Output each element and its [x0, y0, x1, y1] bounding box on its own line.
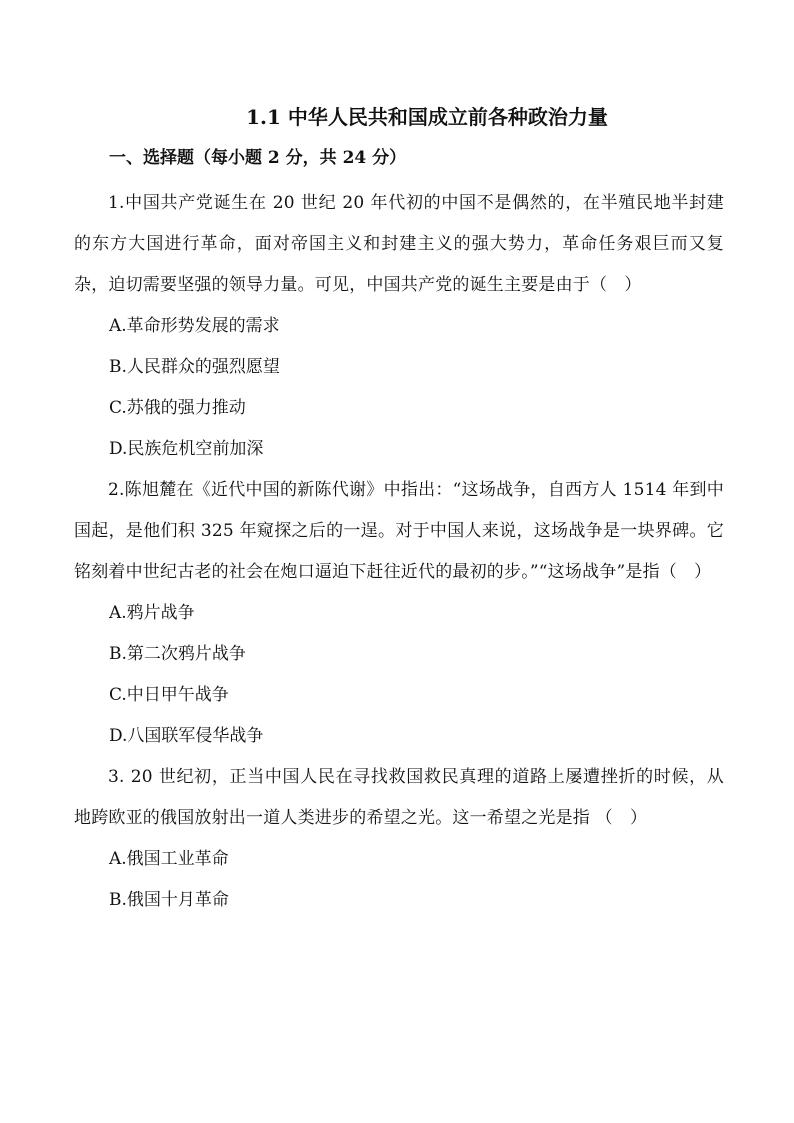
question-stem: 2.陈旭麓在《近代中国的新陈代谢》中指出：“这场战争，自西方人 1514 年到中国起，是他们积 325 年窥探之后的一逞。对于中国人来说，这场战争是一块界碑。它铭刻着中世纪古老的社会在炮口逼迫下赶往近代的最初的步。”“这场战争”是指（ ） [74, 480, 724, 582]
question-1 [74, 183, 724, 470]
option-d: D.八国联军侵华战争 [109, 726, 264, 746]
question-list [74, 183, 724, 921]
question-2 [74, 470, 724, 757]
section-heading: 一、选择题（每小题 2 分，共 24 分） [109, 148, 407, 168]
option-a: A.俄国工业革命 [109, 849, 229, 869]
option-b: B.人民群众的强烈愿望 [109, 357, 280, 377]
page-title: 1.1 中华人民共和国成立前各种政治力量 [246, 105, 608, 129]
option-b: B.俄国十月革命 [109, 890, 229, 910]
question-stem: 3. 20 世纪初，正当中国人民在寻找救国救民真理的道路上屡遭挫折的时候，从地跨欧亚的俄国放射出一道人类进步的希望之光。这一希望之光是指 （ ） [74, 767, 724, 828]
option-a: A.鸦片战争 [109, 603, 195, 623]
question-stem: 1.中国共产党诞生在 20 世纪 20 年代初的中国不是偶然的，在半殖民地半封建的东方大国进行革命，面对帝国主义和封建主义的强大势力，革命任务艰巨而又复杂，迫切需要坚强的领导力量。可见，中国共产党的诞生主要是由于（ ） [74, 193, 724, 295]
option-b: B.第二次鸦片战争 [109, 644, 246, 664]
option-c: C.中日甲午战争 [109, 685, 229, 705]
option-d: D.民族危机空前加深 [109, 439, 264, 459]
question-3 [74, 757, 724, 921]
option-c: C.苏俄的强力推动 [109, 398, 246, 418]
option-a: A.革命形势发展的需求 [109, 316, 280, 336]
